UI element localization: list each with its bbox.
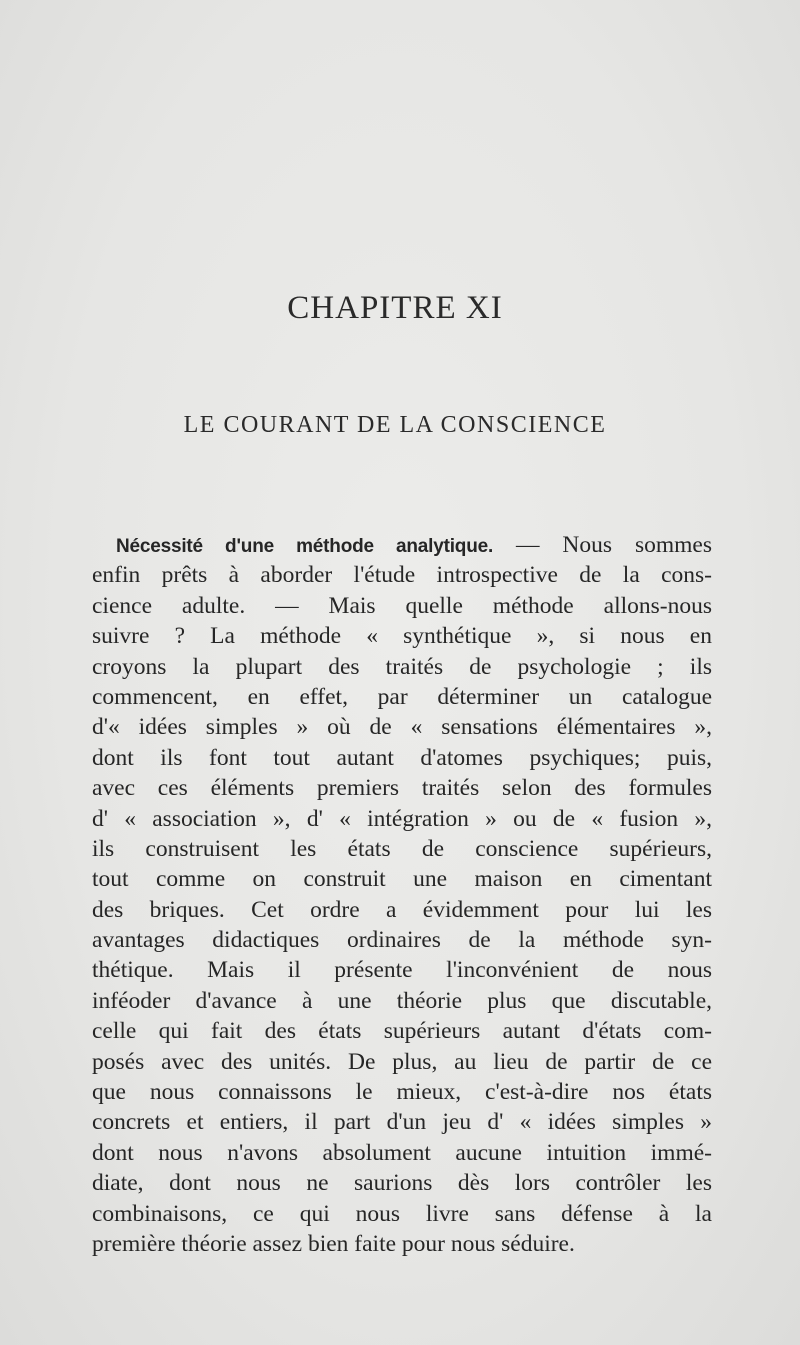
section-heading: Nécessité d'une méthode analytique. [116,536,494,557]
paragraph-line: suivre ? La méthode « synthétique », si nous en [92,623,712,650]
paragraph-line: diate, dont nous ne saurions dès lors contrôler les [92,1170,712,1197]
paragraph-line: posés avec des unités. De plus, au lieu de partir de ce [92,1048,712,1075]
paragraph-line: ils construisent les états de conscience supérieurs, [92,835,712,862]
paragraph-line: cience adulte. — Mais quelle méthode allons-nous [92,592,712,619]
paragraph-line: première théorie assez bien faite pour nous séduire. [92,1230,575,1257]
paragraph-line: thétique. Mais il présente l'inconvénient de nous [92,957,712,984]
chapter-title: CHAPITRE XI [287,290,503,326]
paragraph-line: tout comme on construit une maison en cimentant [92,866,712,893]
paragraph-line: d'« idées simples » où de « sensations élémentaires », [92,714,712,741]
paragraph-line: des briques. Cet ordre a évidemment pour lui les [92,896,712,923]
paragraph-line: que nous connaissons le mieux, c'est-à-dire nos états [92,1079,712,1106]
paragraph-line: croyons la plupart des traités de psychologie ; ils [92,653,712,680]
paragraph-line: enfin prêts à aborder l'étude introspective de la cons- [92,562,712,589]
paragraph-line: dont nous n'avons absolument aucune intuition immé- [92,1139,712,1166]
paragraph-line: avantages didactiques ordinaires de la méthode syn- [92,927,712,954]
chapter-subtitle: LE COURANT DE LA CONSCIENCE [183,412,607,438]
body-paragraph [92,530,712,1259]
paragraph-line: commencent, en effet, par déterminer un catalogue [92,683,712,710]
paragraph-line: concrets et entiers, il part d'un jeu d' « idées simples » [92,1109,712,1136]
paragraph-line: d' « association », d' « intégration » ou de « fusion », [92,805,712,832]
paragraph-line: dont ils font tout autant d'atomes psychiques; puis, [92,744,712,771]
paragraph-line: Nécessité d'une méthode analytique. — Nous sommes [116,532,713,558]
paragraph-line: avec ces éléments premiers traités selon des formules [92,775,712,802]
paragraph-line: combinaisons, ce qui nous livre sans défense à la [92,1200,712,1227]
paragraph-line: inféoder d'avance à une théorie plus que discutable, [92,987,712,1014]
paragraph-line: celle qui fait des états supérieurs autant d'états com- [92,1018,712,1045]
